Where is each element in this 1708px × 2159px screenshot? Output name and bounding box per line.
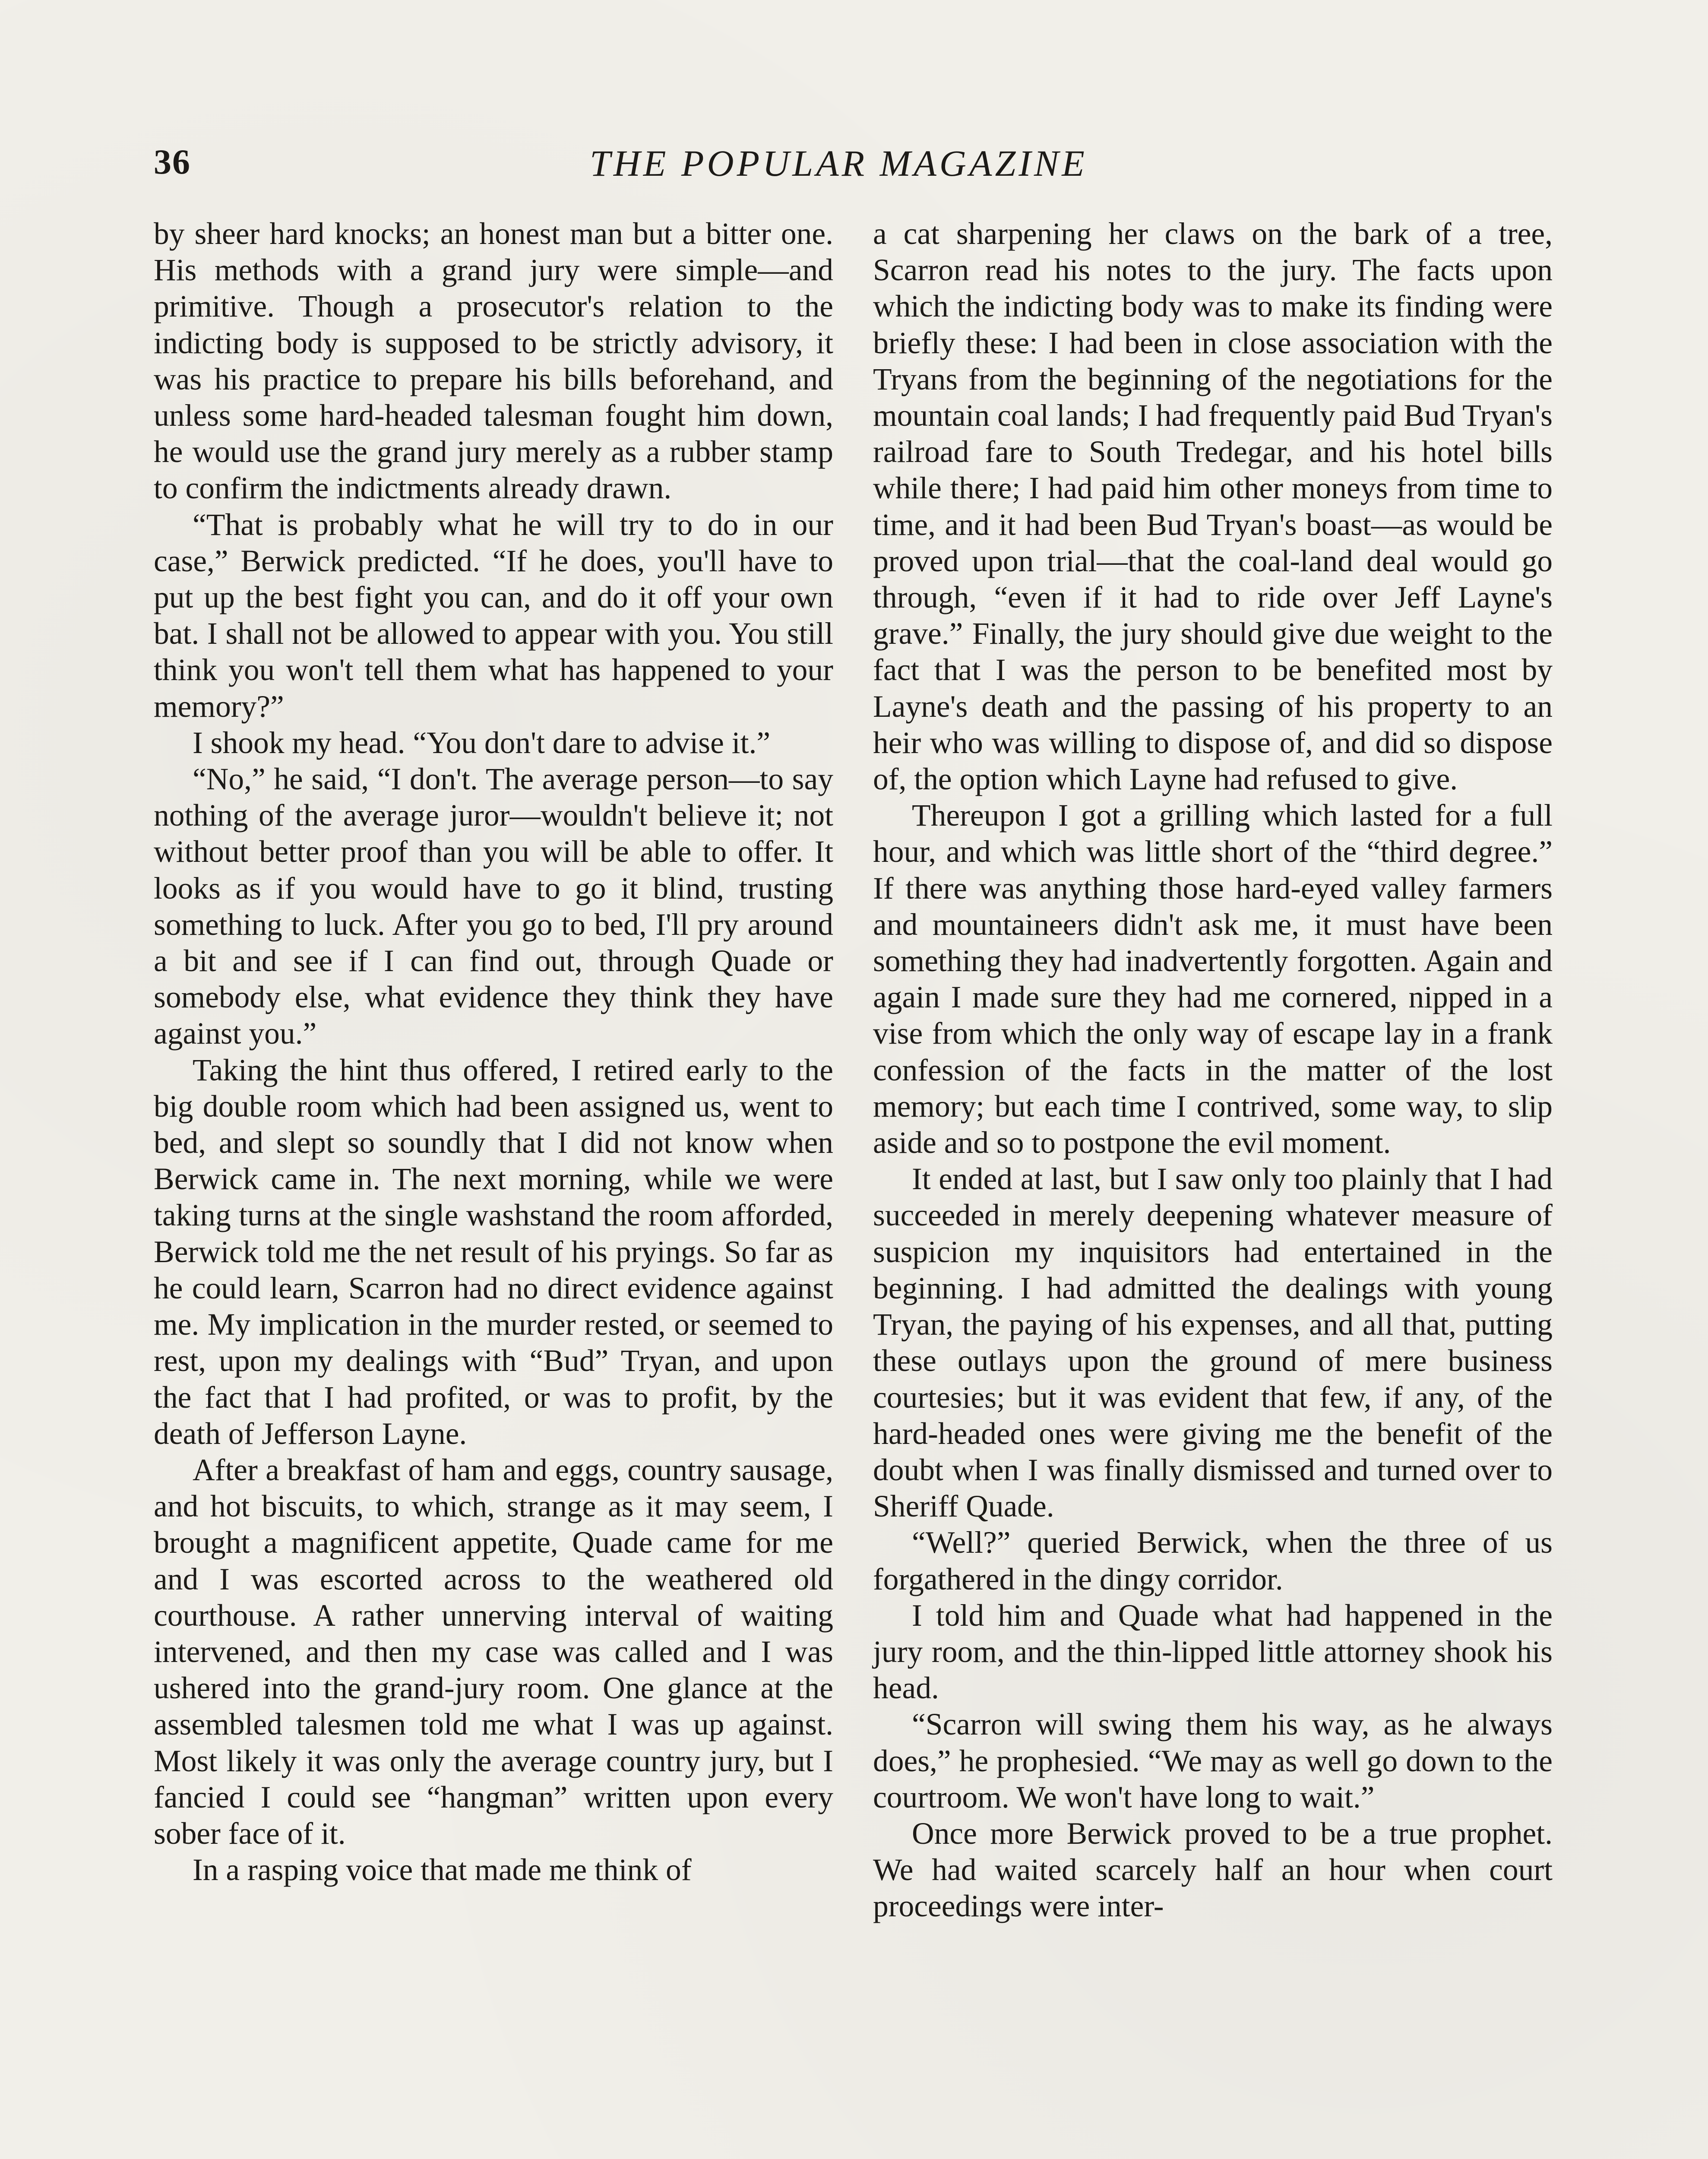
paragraph: “No,” he said, “I don't. The average person—to say nothing of the average juror—wouldn't believe it; not without better proof than you will be able to offer. It looks as if you would have to go it blind, trusting something to luck. After you go to bed, I'll pry around a bit and see if I can find out, through Quade or somebody else, what evidence they think they have against you.” bbox=[154, 762, 833, 1051]
page-number: 36 bbox=[154, 142, 191, 181]
running-title: THE POPULAR MAGAZINE bbox=[590, 142, 1088, 184]
paragraph: In a rasping voice that made me think of bbox=[193, 1853, 692, 1887]
right-column bbox=[873, 216, 1553, 1925]
paragraph: “That is probably what he will try to do in our case,” Berwick predicted. “If he does, you'll have to put up the best fight you can, and do it off your own bat. I shall not be allowed to appear with you. You still think you won't tell them what has happened to your memory?” bbox=[154, 507, 833, 724]
paragraph: a cat sharpening her claws on the bark of a tree, Scarron read his notes to the jury. The facts upon which the indicting body was to make its finding were briefly these: I had been in close association with the Tryans from the beginning of the negotiations for the mountain coal lands; I had frequently paid Bud Tryan's railroad fare to South Tredegar, and his hotel bills while there; I had paid him other moneys from time to time, and it had been Bud Tryan's boast—as would be proved upon trial—that the coal-land deal would go through, “even if it had to ride over Jeff Layne's grave.” Finally, the jury should give due weight to the fact that I was the person to be benefited most by Layne's death and the passing of his property to an heir who was willing to dispose of, and did so dispose of, the option which Layne had refused to give. bbox=[873, 217, 1553, 797]
paragraph: After a breakfast of ham and eggs, country sausage, and hot biscuits, to which, strange as it may seem, I brought a magnificent appetite, Quade came for me and I was escorted across to the weathered old courthouse. A rather unnerving interval of waiting intervened, and then my case was called and I was ushered into the grand-jury room. One glance at the assembled talesmen told me what I was up against. Most likely it was only the average country jury, but I fancied I could see “hangman” written upon every sober face of it. bbox=[154, 1453, 833, 1851]
paragraph: Thereupon I got a grilling which lasted for a full hour, and which was little short of the “third degree.” If there was anything those hard-eyed valley farmers and mountaineers didn't ask me, it must have been something they had inadvertently forgotten. Again and again I made sure they had me cornered, nipped in a vise from which the only way of escape lay in a frank confession of the facts in the matter of the lost memory; but each time I contrived, some way, to slip aside and so to postpone the evil moment. bbox=[873, 798, 1553, 1160]
paragraph: I shook my head. “You don't dare to advise it.” bbox=[193, 725, 771, 760]
paragraph: by sheer hard knocks; an honest man but a bitter one. His methods with a grand jury were simple—and primitive. Though a prosecutor's relation to the indicting body is supposed to be strictly advisory, it was his practice to prepare his bills beforehand, and unless some hard-headed talesman fought him down, he would use the grand jury merely as a rubber stamp to confirm the indictments already drawn. bbox=[154, 217, 833, 506]
left-column bbox=[154, 216, 833, 1888]
paragraph: “Scarron will swing them his way, as he always does,” he prophesied. “We may as well go down to the courtroom. We won't have long to wait.” bbox=[873, 1707, 1553, 1814]
paragraph: “Well?” queried Berwick, when the three of us forgathered in the dingy corridor. bbox=[873, 1526, 1553, 1596]
paragraph: Once more Berwick proved to be a true prophet. We had waited scarcely half an hour when court proceedings were inter- bbox=[873, 1816, 1553, 1924]
page-header bbox=[154, 142, 1557, 193]
paragraph: It ended at last, but I saw only too plainly that I had succeeded in merely deepening whatever measure of suspicion my inquisitors had entertained in the beginning. I had admitted the dealings with young Tryan, the paying of his expenses, and all that, putting these outlays upon the ground of mere business courtesies; but it was evident that few, if any, of the hard-headed ones were giving me the benefit of the doubt when I was finally dismissed and turned over to Sheriff Quade. bbox=[873, 1162, 1553, 1524]
paragraph: Taking the hint thus offered, I retired early to the big double room which had been assigned us, went to bed, and slept so soundly that I did not know when Berwick came in. The next morning, while we were taking turns at the single washstand the room afforded, Berwick told me the net result of his pryings. So far as he could learn, Scarron had no direct evidence against me. My implication in the murder rested, or seemed to rest, upon my dealings with “Bud” Tryan, and upon the fact that I had profited, or was to profit, by the death of Jefferson Layne. bbox=[154, 1053, 833, 1451]
paragraph: I told him and Quade what had happened in the jury room, and the thin-lipped little attorney shook his head. bbox=[873, 1598, 1553, 1706]
